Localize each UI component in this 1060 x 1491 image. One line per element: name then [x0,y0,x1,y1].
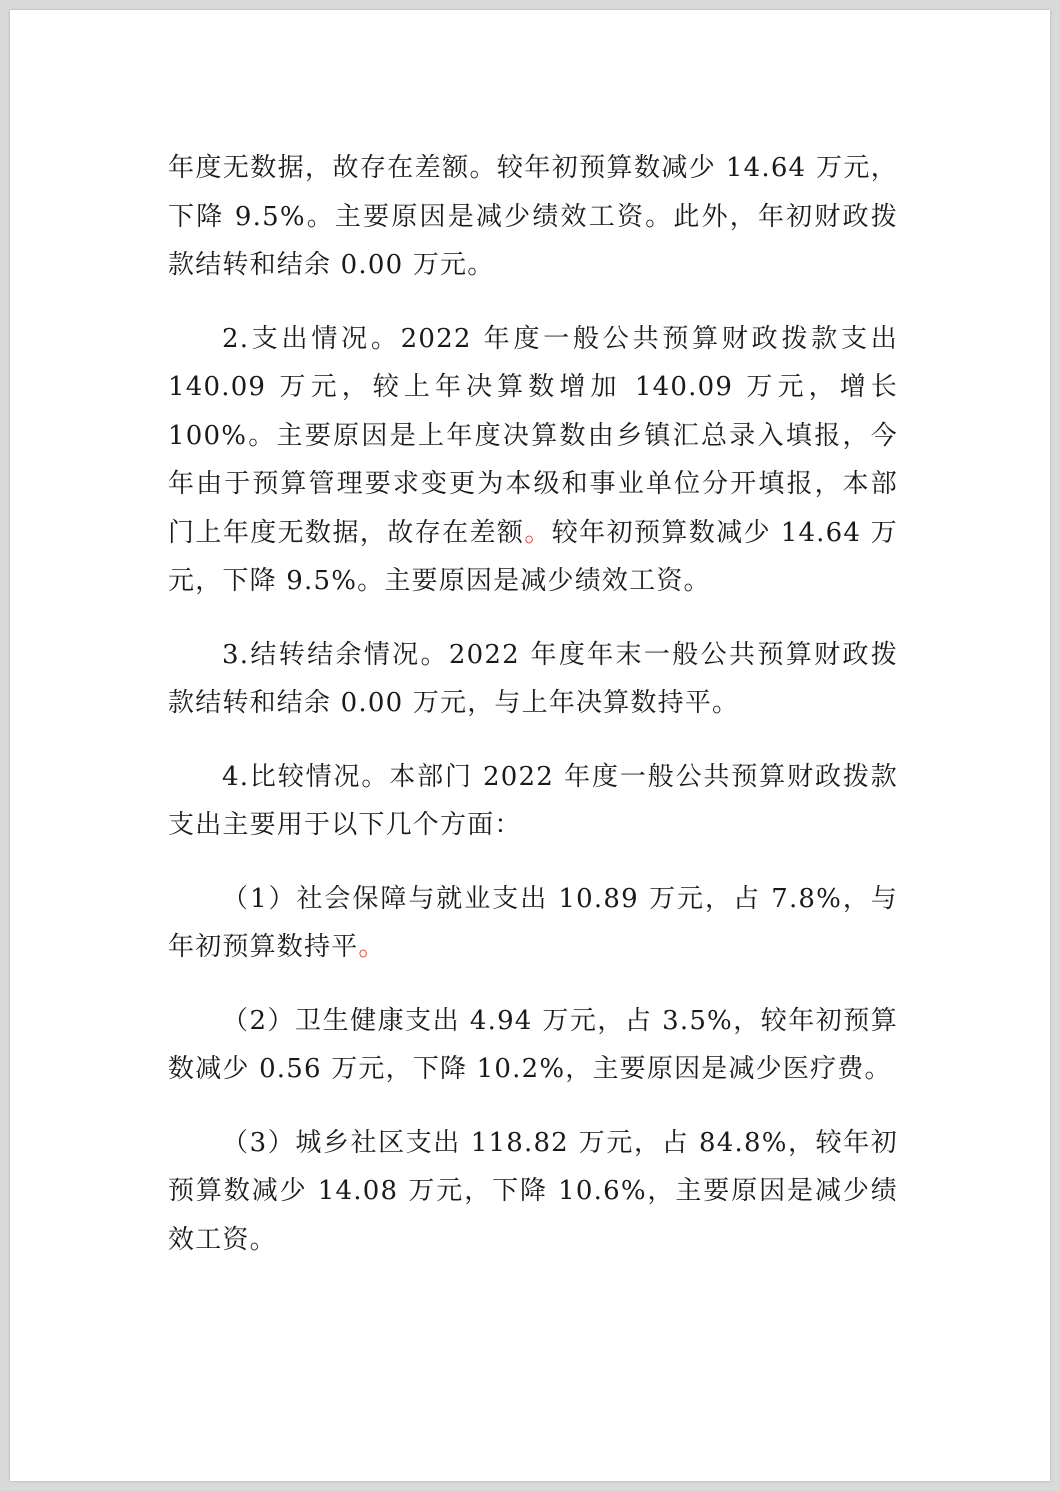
paragraph-7-urban-rural [168,1119,898,1265]
text-segment: 较年初预算数减少 14.64 万元，下降 9.5%。主要原因是减少绩效工资。 [168,517,899,596]
paragraph-4-comparison [168,753,898,850]
paragraph-5-social-security [168,875,898,972]
text-segment: 年度无数据，故存在差额。较年初预算数减少 14.64 万元，下降 9.5%。主要原因是减少绩效工资。此外，年初财政拨款结转和结余 0.00 万元。 [168,153,898,280]
text-segment: （2）卫生健康支出 4.94 万元，占 3.5%，较年初预算数减少 0.56 万元，下降 10.2%，主要原因是减少医疗费。 [168,1005,898,1084]
red-period-mark: 。 [358,932,386,962]
paragraph-3-carryover [168,631,898,728]
document-page [10,10,1050,1481]
document-body [168,144,898,1289]
text-segment: （3）城乡社区支出 118.82 万元，占 84.8%，较年初预算数减少 14.08 万元，下降 10.6%，主要原因是减少绩效工资。 [168,1127,898,1255]
paragraph-1 [168,144,898,290]
red-period-mark: 。 [524,517,552,548]
text-segment: 3.结转结余情况。2022 年度年末一般公共预算财政拨款结转和结余 0.00 万元，与上年决算数持平。 [168,639,898,718]
paragraph-6-health [168,997,898,1094]
text-segment: （1）社会保障与就业支出 10.89 万元，占 7.8%，与年初预算数持平 [168,883,898,962]
text-segment: 4.比较情况。本部门 2022 年度一般公共预算财政拨款支出主要用于以下几个方面： [168,761,898,840]
paragraph-2-expenditure [168,315,898,606]
text-segment: 2.支出情况。2022 年度一般公共预算财政拨款支出 140.09 万元，较上年决算数增加 140.09 万元，增长 100%。主要原因是上年度决算数由乡镇汇总录入填报，今年由于预算管理要求变更为本级和事业单位分开填报，本部门上年度无数据，故存在差额 [168,323,898,548]
